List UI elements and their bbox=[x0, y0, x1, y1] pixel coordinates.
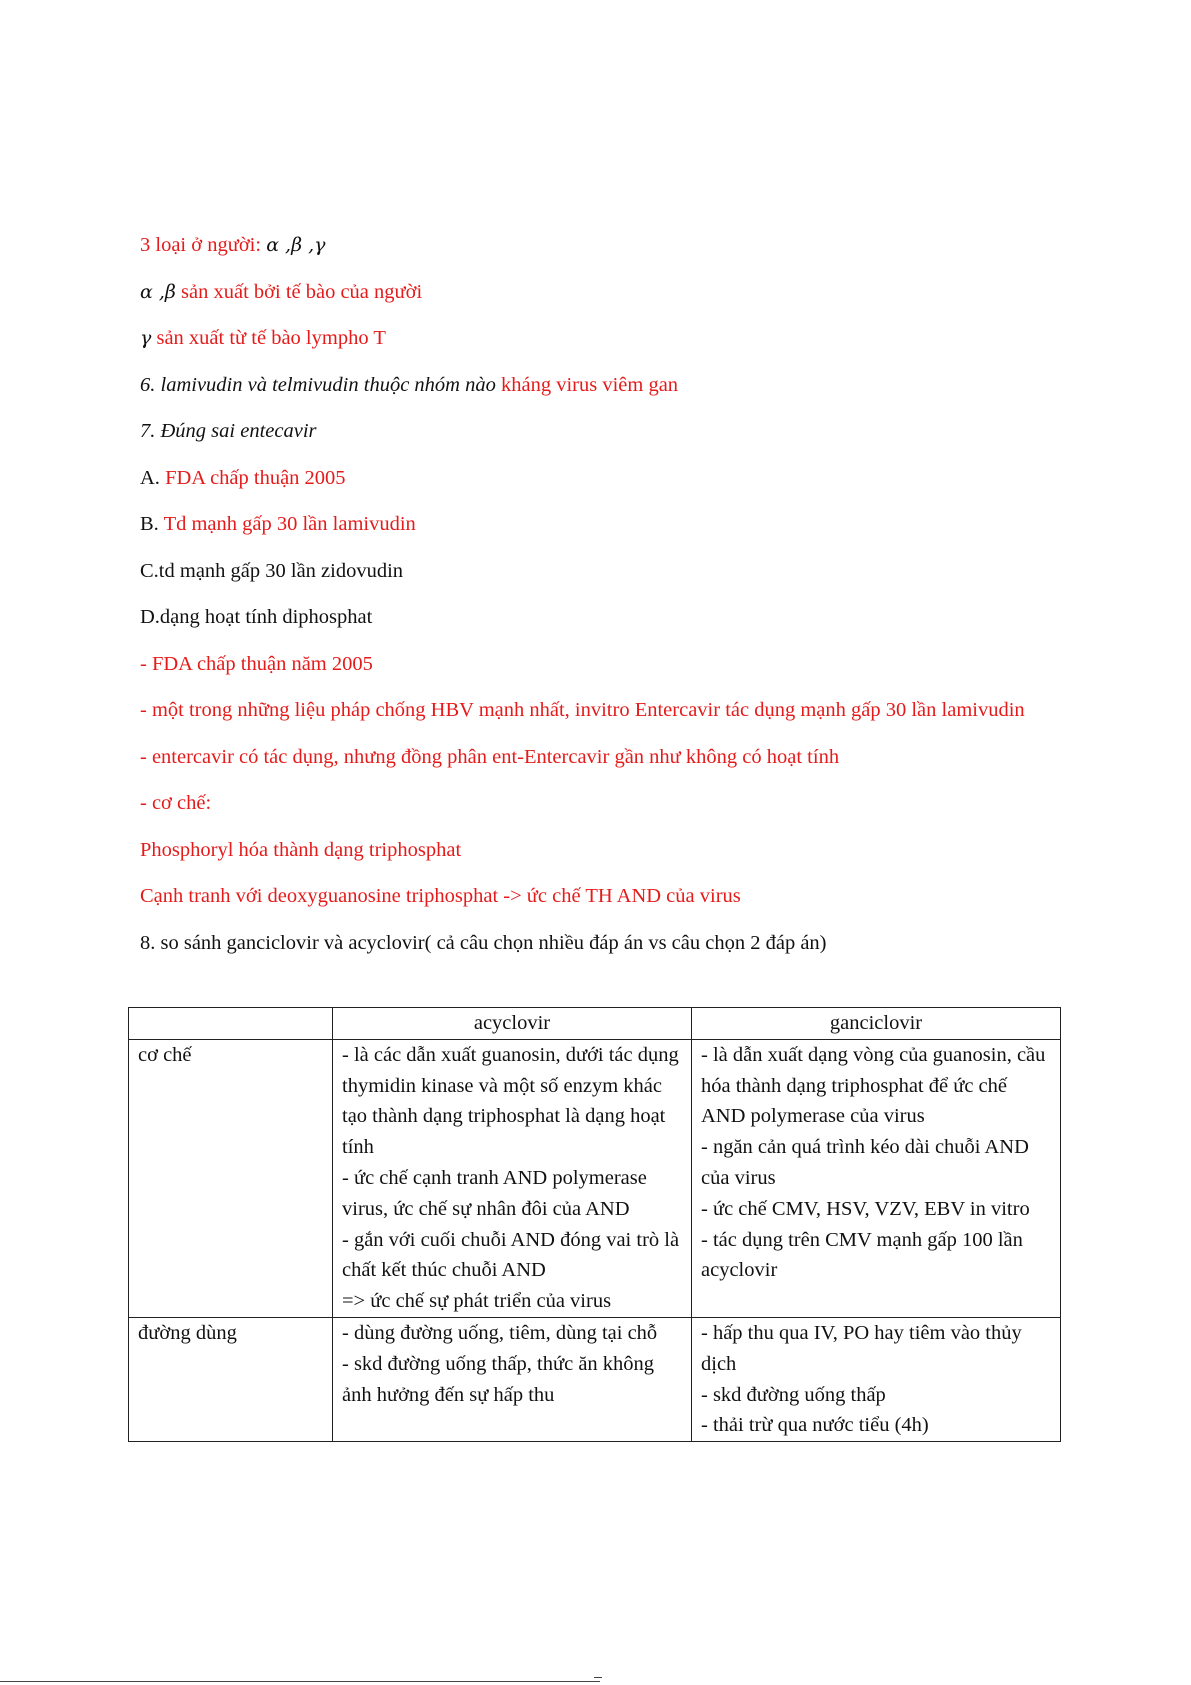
gamma-line bbox=[140, 323, 1070, 353]
ganciclovir-route-cell bbox=[692, 1317, 1061, 1441]
greek-gamma: γ bbox=[140, 327, 152, 349]
question-6-answer: kháng virus viêm gan bbox=[500, 373, 679, 396]
acyclovir-mechanism-cell bbox=[333, 1039, 692, 1317]
table-row bbox=[129, 1039, 1061, 1317]
option-b-text: Td mạnh gấp 30 lần lamivudin bbox=[163, 513, 416, 535]
question-6-text: 6. lamivudin và telmivudin thuộc nhóm nào bbox=[140, 373, 501, 396]
ganciclovir-mechanism-cell bbox=[692, 1039, 1061, 1317]
question-8: 8. so sánh ganciclovir và acyclovir( cả câu chọn nhiều đáp án vs câu chọn 2 đáp án) bbox=[140, 931, 827, 954]
cell-line: - hấp thu qua IV, PO hay tiêm vào thủy dịch bbox=[701, 1321, 1022, 1375]
note-mechanism: - cơ chế: bbox=[140, 792, 212, 814]
document-body bbox=[140, 230, 1070, 974]
gamma-text: sản xuất từ tế bào lympho T bbox=[151, 327, 386, 349]
cell-line: - là các dẫn xuất guanosin, dưới tác dụng thymidin kinase và một số enzym khác tạo thành dạng triphosphat là dạng hoạt tính bbox=[342, 1043, 679, 1159]
cell-line: - gắn với cuối chuỗi AND đóng vai trò là chất kết thúc chuỗi AND bbox=[342, 1228, 680, 1282]
note-hbv: - một trong những liệu pháp chống HBV mạnh nhất, invitro Entercavir tác dụng mạnh gấp 30 lần lamivudin bbox=[140, 699, 1025, 721]
header-empty bbox=[129, 1008, 333, 1040]
row-label-route: đường dùng bbox=[129, 1317, 333, 1441]
row-label-mechanism: cơ chế bbox=[129, 1039, 333, 1317]
cell-line: - ức chế cạnh tranh AND polymerase virus, ức chế sự nhân đôi của AND bbox=[342, 1166, 647, 1220]
cell-line: - ngăn cản quá trình kéo dài chuỗi AND của virus bbox=[701, 1136, 1029, 1189]
cell-line: - skd đường uống thấp, thức ăn không ảnh hưởng đến sự hấp thu bbox=[342, 1352, 655, 1406]
header-ganciclovir: ganciclovir bbox=[692, 1008, 1061, 1040]
alpha-beta-line bbox=[140, 277, 1070, 307]
cell-line: - dùng đường uống, tiêm, dùng tại chỗ bbox=[342, 1321, 658, 1344]
option-a-text: FDA chấp thuận 2005 bbox=[165, 466, 346, 489]
question-6 bbox=[140, 370, 1070, 400]
note-competition: Cạnh tranh với deoxyguanosine triphosphat -> ức chế TH AND của virus bbox=[140, 885, 741, 907]
cell-line: - skd đường uống thấp bbox=[701, 1383, 886, 1406]
greek-alpha-beta: α ,β bbox=[140, 280, 176, 303]
cell-line: => ức chế sự phát triển của virus bbox=[342, 1290, 612, 1313]
note-phosphorylation: Phosphoryl hóa thành dạng triphosphat bbox=[140, 838, 462, 861]
types-text: 3 loại ở người: bbox=[140, 234, 267, 256]
note-isomer: - entercavir có tác dụng, nhưng đồng phân ent-Entercavir gần như không có hoạt tính bbox=[140, 745, 840, 768]
cell-line: - là dẫn xuất dạng vòng của guanosin, cầu hóa thành dạng triphosphat để ức chế AND polymerase của virus bbox=[701, 1043, 1046, 1128]
table-header-row bbox=[129, 1008, 1061, 1040]
option-a-prefix: A. bbox=[140, 466, 166, 489]
alpha-beta-text: sản xuất bởi tế bào của người bbox=[175, 280, 423, 303]
page-bottom-mark bbox=[594, 1677, 602, 1678]
header-acyclovir: acyclovir bbox=[333, 1008, 692, 1040]
cell-line: - ức chế CMV, HSV, VZV, EBV in vitro bbox=[701, 1197, 1030, 1220]
table-row bbox=[129, 1317, 1061, 1441]
option-a bbox=[140, 463, 1070, 493]
option-c: C.td mạnh gấp 30 lần zidovudin bbox=[140, 559, 404, 582]
option-b-prefix: B. bbox=[140, 513, 164, 535]
comparison-table bbox=[128, 1007, 1061, 1442]
greek-letters: α ,β ,γ bbox=[266, 234, 326, 256]
cell-line: - tác dụng trên CMV mạnh gấp 100 lần acyclovir bbox=[701, 1228, 1023, 1282]
option-b bbox=[140, 509, 1070, 539]
option-d: D.dạng hoạt tính diphosphat bbox=[140, 606, 373, 628]
note-fda: - FDA chấp thuận năm 2005 bbox=[140, 652, 373, 675]
question-7: 7. Đúng sai entecavir bbox=[140, 420, 317, 442]
interferon-types-line bbox=[140, 230, 1070, 260]
cell-line: - thải trừ qua nước tiểu (4h) bbox=[701, 1414, 929, 1437]
acyclovir-route-cell bbox=[333, 1317, 692, 1441]
page-bottom-rule bbox=[0, 1681, 600, 1682]
